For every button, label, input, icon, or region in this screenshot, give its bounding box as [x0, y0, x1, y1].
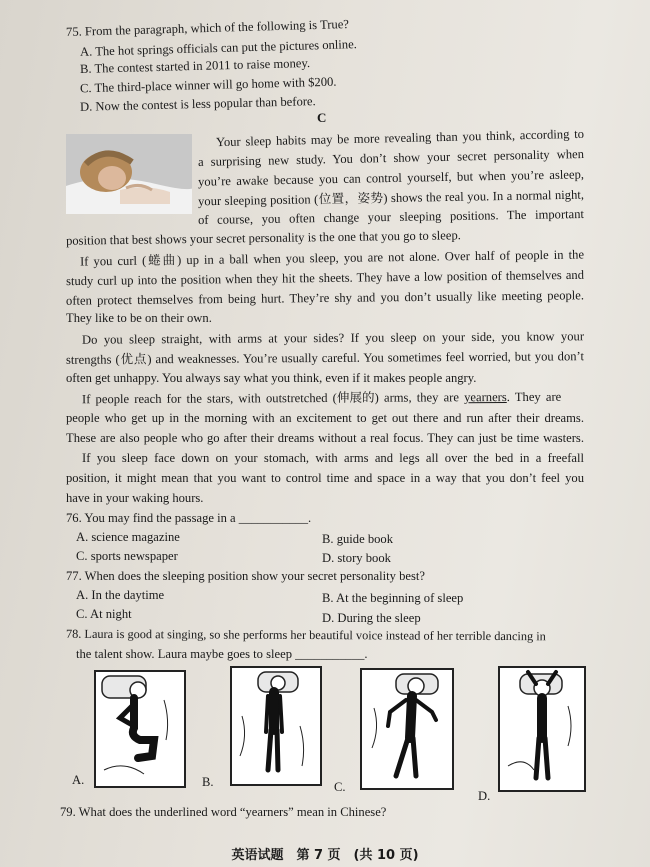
section-label: C — [317, 110, 327, 125]
q75-option-a: A. The hot springs officials can put the pictures online. — [79, 37, 358, 59]
passage-yearners-line — [82, 389, 561, 408]
passage-line-5: They like to be on their own. — [66, 311, 212, 325]
q77-stem: 77. When does the sleeping position show your secret personality best? — [66, 569, 425, 583]
passage-intro-line-1: Your sleep habits may be more revealing than you think, according to — [215, 126, 585, 150]
passage-line-1: position that best shows your secret personality is the one that you go to sleep. — [65, 228, 461, 248]
figure-d-arms-up-sleeper — [498, 666, 586, 792]
passage-line-11: These are also people who go after their dreams without a real focus. They can just be time wasters. — [66, 431, 584, 445]
q76-option-c: C. sports newspaper — [76, 549, 178, 563]
q76-option-a: A. science magazine — [76, 530, 180, 544]
q79-stem: 79. What does the underlined word “yearners” mean in Chinese? — [60, 805, 387, 819]
passage-line-13: position, it might mean that you want to control time and space in a way that you don’t feel you — [66, 471, 584, 485]
figure-b-straight-sleeper — [230, 666, 322, 786]
figure-a-label: A. — [72, 773, 85, 787]
passage-line-10: people who get up in the morning with an excitement to get out there and run after their dreams. — [66, 411, 584, 425]
q78-stem-line-2: the talent show. Laura maybe goes to sleep ___________. — [76, 647, 368, 661]
yearners-line-after: . They are — [506, 389, 562, 405]
q78-stem-line-1: 78. Laura is good at singing, so she performs her beautiful voice instead of her terrible dancing in — [65, 626, 546, 644]
yearners-underlined-word: yearners — [464, 390, 507, 405]
passage-line-3: study curl up into the position when they hit the sheets. They have a low position of themselves and — [65, 267, 585, 289]
passage-intro-line-4: your sleeping position (位置，姿势) shows the real you. In a normal night, — [197, 187, 585, 209]
sleeping-woman-photo — [66, 134, 192, 214]
passage-line-2: If you curl (蜷曲) up in a ball when you sleep, you are not alone. Over half of people in the — [79, 247, 585, 269]
passage-line-4: often protect themselves from being hurt. They’re shy and you don’t usually like meeting people. — [65, 288, 585, 308]
passage-line-7: strengths (优点) and weaknesses. You’re usually careful. You sometimes feel worried, but you don’t — [65, 349, 585, 367]
q76-stem: 76. You may find the passage in a ___________. — [66, 511, 312, 525]
q75-option-d: D. Now the contest is less popular than before. — [79, 94, 316, 114]
q75-option-b: B. The contest started in 2011 to raise money. — [79, 55, 311, 77]
figure-c-label: C. — [334, 780, 346, 794]
q75-option-c: C. The third-place winner will go home with $200. — [79, 74, 337, 96]
q77-option-b: B. At the beginning of sleep — [322, 591, 464, 605]
q76-option-d: D. story book — [322, 551, 391, 565]
passage-intro-line-3: you’re awake because you can control yourself, but when you’re asleep, — [197, 167, 585, 189]
passage-line-12: If you sleep face down on your stomach, with arms and legs all over the bed in a freefall — [82, 451, 584, 465]
figure-c-face-down-sleeper — [360, 668, 454, 790]
passage-line-8: often get unhappy. You always say what you think, even if it makes people angry. — [66, 371, 477, 385]
passage-line-6: Do you sleep straight, with arms at your sides? If you sleep on your side, you know your — [81, 329, 585, 347]
passage-intro-line-2: a surprising new study. You don’t show your secret personality when — [197, 146, 585, 170]
q77-option-a: A. In the daytime — [76, 588, 165, 602]
q76-option-b: B. guide book — [322, 532, 394, 546]
passage-line-14: have in your waking hours. — [66, 491, 204, 505]
sleeping-woman-illustration — [66, 134, 192, 214]
q77-option-d: D. During the sleep — [322, 611, 421, 625]
page-footer: 英语试题 第 7 页 (共 10 页) — [231, 848, 419, 863]
figure-a-curled-sleeper — [94, 670, 186, 788]
figure-d-label: D. — [478, 789, 491, 803]
yearners-line-before: If people reach for the stars, with outstretched (伸展的) arms, they are — [81, 390, 465, 407]
passage-intro-line-5: of course, you often change your sleeping positions. The important — [197, 206, 585, 228]
figure-b-label: B. — [202, 775, 214, 789]
q77-option-c: C. At night — [76, 607, 132, 621]
q75-stem: 75. From the paragraph, which of the following is True? — [65, 17, 350, 39]
